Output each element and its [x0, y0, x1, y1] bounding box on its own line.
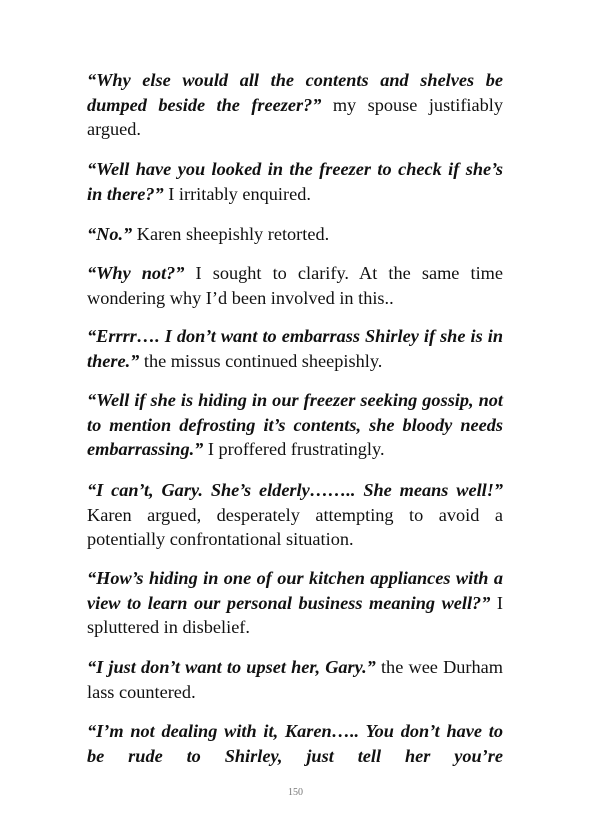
dialogue: “I just don’t want to upset her, Gary.”	[87, 657, 376, 677]
paragraph-8	[87, 566, 503, 640]
paragraph-3	[87, 222, 503, 247]
paragraph-5	[87, 324, 503, 373]
dialogue: “Why else would all the contents and shelves be dumped beside the freezer?”	[87, 70, 503, 115]
dialogue: “How’s hiding in one of our kitchen appliances with a view to learn our personal business meaning well?”	[87, 568, 503, 613]
paragraph-6	[87, 388, 503, 462]
narration: I proffered frustratingly.	[203, 439, 385, 460]
narration: I irritably enquired.	[163, 183, 311, 204]
narration: I spluttered in disbelief.	[87, 592, 503, 638]
dialogue: “I’m not dealing with it, Karen….. You don’t have to be rude to Shirley, just tell her you’re	[87, 721, 503, 766]
narration: Karen argued, desperately attempting to avoid a potentially confrontational situation.	[87, 504, 503, 550]
paragraph-10	[87, 719, 503, 768]
paragraph-2	[87, 157, 503, 206]
paragraph-1	[87, 68, 503, 142]
paragraph-4	[87, 261, 503, 310]
dialogue: “Well have you looked in the freezer to check if she’s in there?”	[87, 159, 503, 204]
dialogue: “Why not?”	[87, 263, 185, 283]
narration: the missus continued sheepishly.	[139, 350, 383, 371]
dialogue: “Errrr…. I don’t want to embarrass Shirley if she is in there.”	[87, 326, 503, 371]
narration: my spouse justifiably argued.	[87, 94, 503, 140]
narration: Karen sheepishly retorted.	[132, 224, 330, 244]
paragraph-9	[87, 655, 503, 704]
narration: the wee Durham lass countered.	[87, 657, 503, 702]
narration: I sought to clarify. At the same time wondering why I’d been involved in this..	[87, 263, 504, 308]
paragraph-7	[87, 478, 503, 552]
page-number: 150	[288, 787, 303, 798]
dialogue: “I can’t, Gary. She’s elderly…….. She means well!”	[87, 480, 503, 500]
dialogue: “Well if she is hiding in our freezer seeking gossip, not to mention defrosting it’s contents, she bloody needs embarrassing.”	[87, 390, 503, 460]
dialogue: “No.”	[87, 224, 133, 244]
